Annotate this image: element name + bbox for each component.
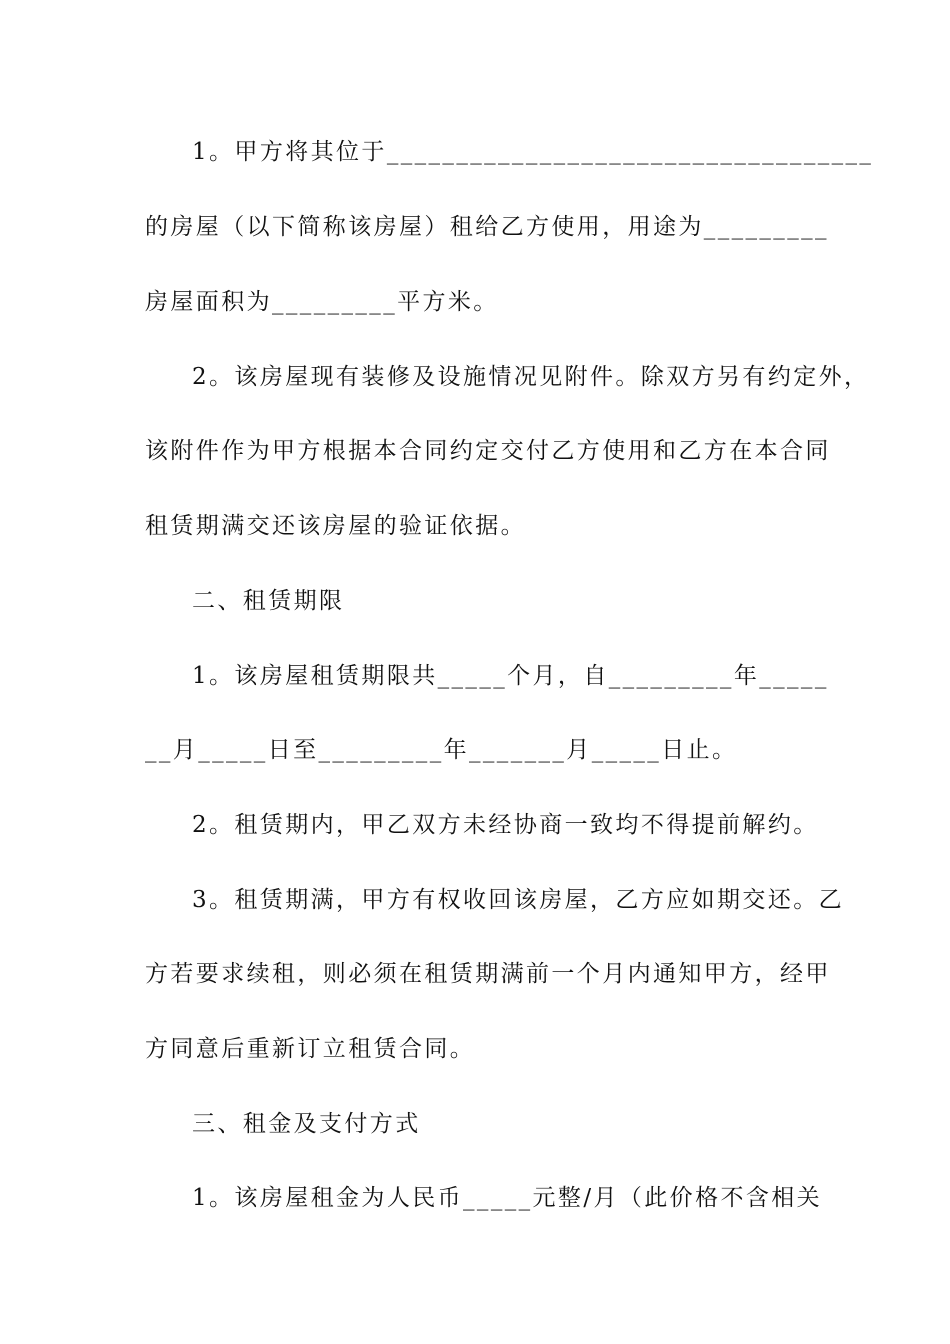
section-heading-lease-term: 二、租赁期限 (192, 588, 345, 614)
section-heading-rent-payment: 三、租金及支付方式 (192, 1111, 421, 1137)
clause-1-line-1: 1。甲方将其位于___________________________________ (192, 139, 874, 165)
term-clause-1-line-2: __月_____日至_________年_______月_____日止。 (145, 737, 738, 763)
term-clause-2: 2。租赁期内，甲乙双方未经协商一致均不得提前解约。 (192, 812, 819, 838)
term-clause-3-line-2: 方若要求续租，则必须在租赁期满前一个月内通知甲方，经甲 (145, 961, 831, 987)
clause-1-line-2: 的房屋（以下简称该房屋）租给乙方使用，用途为_________ (145, 214, 829, 240)
clause-1-line-3: 房屋面积为_________平方米。 (145, 289, 499, 315)
term-clause-1-line-1: 1。该房屋租赁期限共_____个月，自_________年_____ (192, 663, 829, 689)
clause-2-line-1: 2。该房屋现有装修及设施情况见附件。除双方另有约定外， (192, 364, 870, 390)
term-clause-3-line-1: 3。租赁期满，甲方有权收回该房屋，乙方应如期交还。乙 (192, 887, 845, 913)
term-clause-3-line-3: 方同意后重新订立租赁合同。 (145, 1036, 476, 1062)
rent-clause-1-line-1: 1。该房屋租金为人民币_____元整/月（此价格不含相关 (192, 1185, 823, 1211)
clause-2-line-2: 该附件作为甲方根据本合同约定交付乙方使用和乙方在本合同 (145, 438, 831, 464)
clause-2-line-3: 租赁期满交还该房屋的验证依据。 (145, 513, 526, 539)
